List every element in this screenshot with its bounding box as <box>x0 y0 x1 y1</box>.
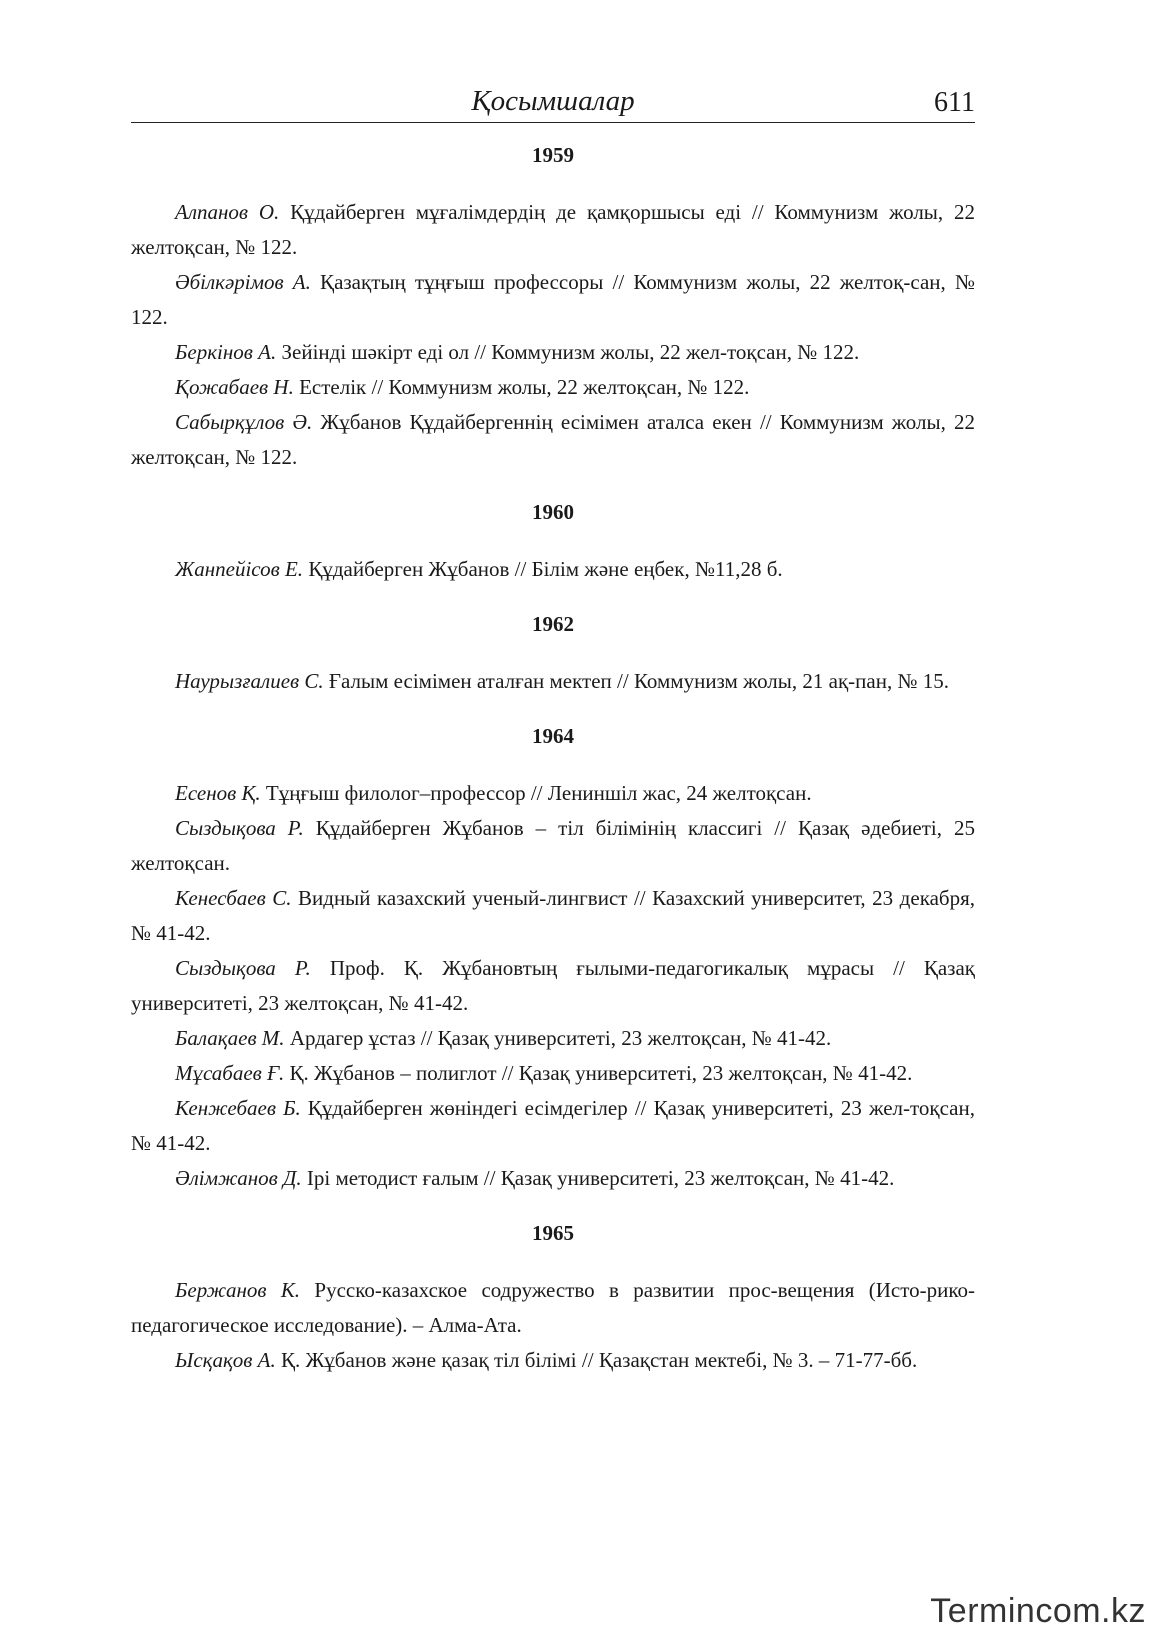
bibliography-entry <box>131 951 975 1021</box>
entry-text: Ардагер ұстаз // Қазақ университеті, 23 желтоқсан, № 41-42. <box>284 1026 832 1050</box>
entry-text: Құдайберген Жұбанов // Білім және еңбек, №11,28 б. <box>303 557 783 581</box>
entry-text: Қ. Жұбанов және қазақ тіл білімі // Қазақстан мектебі, № 3. – 71-77-бб. <box>275 1348 918 1372</box>
year-section-1962 <box>131 607 975 699</box>
bibliography-entry <box>131 552 975 587</box>
entry-author: Бержанов К. <box>175 1278 301 1302</box>
bibliography-entry <box>131 664 975 699</box>
entry-author: Кенесбаев С. <box>175 886 292 910</box>
entry-text: Құдайберген жөніндегі есімдегілер // Қазақ университеті, 23 жел-тоқсан, № 41-42. <box>131 1096 975 1155</box>
entry-author: Кенжебаев Б. <box>175 1096 301 1120</box>
entry-author: Әбілкәрімов А. <box>175 270 311 294</box>
year-heading: 1960 <box>532 500 574 524</box>
bibliography-entry <box>131 881 975 951</box>
year-heading: 1962 <box>532 612 574 636</box>
entry-author: Алпанов О. <box>175 200 280 224</box>
entry-text: Ірі методист ғалым // Қазақ университеті, 23 желтоқсан, № 41-42. <box>301 1166 895 1190</box>
year-heading: 1965 <box>532 1221 574 1245</box>
bibliography-entry <box>131 776 975 811</box>
bibliography-entry <box>131 195 975 265</box>
watermark: Termincom.kz <box>930 1592 1146 1630</box>
bibliography-content <box>131 138 975 1378</box>
entry-text: Видный казахский ученый-лингвист // Казахский университет, 23 декабря, № 41-42. <box>131 886 975 945</box>
entry-text: Құдайберген мұғалімдердің де қамқоршысы еді // Коммунизм жолы, 22 желтоқсан, № 122. <box>131 200 975 259</box>
entry-author: Сыздықова Р. <box>175 816 304 840</box>
page-header <box>131 82 975 123</box>
running-title: Қосымшалар <box>471 85 635 117</box>
entry-author: Әлімжанов Д. <box>175 1166 302 1190</box>
year-section-1964 <box>131 719 975 1196</box>
bibliography-entry <box>131 1161 975 1196</box>
entry-author: Сыздықова Р. <box>175 956 311 980</box>
bibliography-entry <box>131 370 975 405</box>
year-heading: 1959 <box>532 143 574 167</box>
entry-author: Наурызғалиев С. <box>175 669 324 693</box>
year-section-1965 <box>131 1216 975 1378</box>
entry-text: Естелік // Коммунизм жолы, 22 желтоқсан, № 122. <box>293 375 750 399</box>
bibliography-entry <box>131 265 975 335</box>
entry-author: Жанпейісов Е. <box>175 557 304 581</box>
entry-author: Балақаев М. <box>175 1026 285 1050</box>
entry-author: Сабырқұлов Ә. <box>175 410 313 434</box>
year-section-1960 <box>131 495 975 587</box>
bibliography-entry <box>131 1056 975 1091</box>
entry-text: Құдайберген Жұбанов – тіл білімінің классигі // Қазақ әдебиеті, 25 желтоқсан. <box>131 816 975 875</box>
entry-text: Қазақтың тұңғыш профессоры // Коммунизм жолы, 22 желтоқ-сан, № 122. <box>131 270 976 329</box>
entry-text: Тұңғыш филолог–профессор // Лениншіл жас, 24 желтоқсан. <box>260 781 812 805</box>
bibliography-entry <box>131 1343 975 1378</box>
page-number: 611 <box>934 87 975 118</box>
bibliography-entry <box>131 335 975 370</box>
bibliography-entry <box>131 1091 975 1161</box>
entry-author: Есенов Қ. <box>175 781 261 805</box>
entry-author: Ысқақов А. <box>175 1348 276 1372</box>
entry-text: Зейінді шәкірт еді ол // Коммунизм жолы, 22 жел-тоқсан, № 122. <box>276 340 860 364</box>
entry-text: Жұбанов Құдайбергеннің есімімен аталса екен // Коммунизм жолы, 22 желтоқсан, № 122. <box>131 410 975 469</box>
entry-text: Русско-казахское содружество в развитии прос-вещения (Исто-рико-педагогическое исследование). – Алма-Ата. <box>131 1278 976 1337</box>
bibliography-entry <box>131 1273 975 1343</box>
bibliography-entry <box>131 811 975 881</box>
bibliography-entry <box>131 405 975 475</box>
entry-text: Проф. Қ. Жұбановтың ғылыми-педагогикалық мұрасы // Қазақ университеті, 23 желтоқсан, № 41-42. <box>131 956 975 1015</box>
entry-text: Ғалым есімімен аталған мектеп // Коммунизм жолы, 21 ақ-пан, № 15. <box>323 669 949 693</box>
year-heading: 1964 <box>532 724 574 748</box>
bibliography-entry <box>131 1021 975 1056</box>
entry-author: Мұсабаев Ғ. <box>175 1061 285 1085</box>
entry-text: Қ. Жұбанов – полиглот // Қазақ университеті, 23 желтоқсан, № 41-42. <box>284 1061 913 1085</box>
year-section-1959 <box>131 138 975 475</box>
entry-author: Қожабаев Н. <box>175 375 294 399</box>
entry-author: Беркінов А. <box>175 340 277 364</box>
